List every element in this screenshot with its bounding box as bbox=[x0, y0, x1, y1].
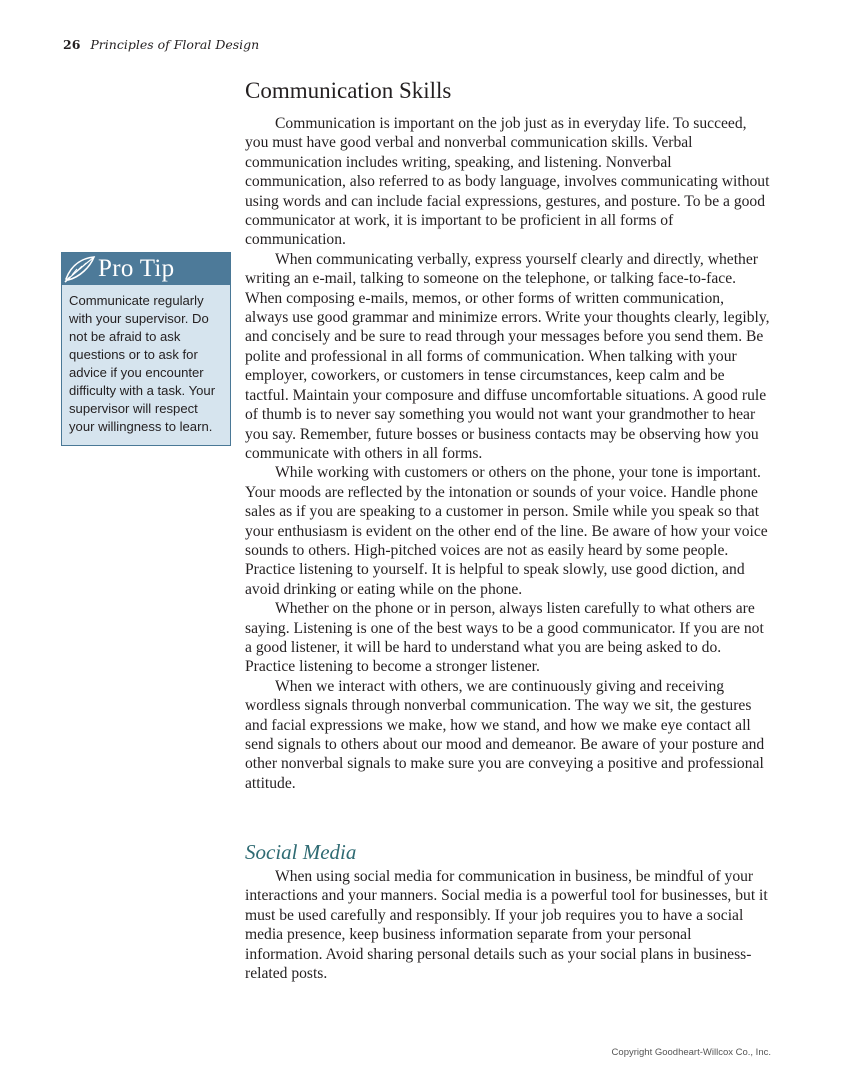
paragraph: While working with customers or others on the phone, your tone is important. Your moods are reflected by the intonation or sounds of your voice. Handle phone sales as if you are speaking to a customer in person. Smile while you speak so that your enthusiasm is evident on the other end of the line. Be aware of how your voice sounds to others. High-pitched voices are not as easily heard by some people. Practice listening to yourself. It is helpful to speak slowly, use good diction, and avoid drinking or eating while on the phone. bbox=[245, 464, 768, 598]
section-heading: Communication Skills bbox=[245, 78, 452, 103]
paragraph: Communication is important on the job just as in everyday life. To succeed, you must have good verbal and nonverbal communication skills. Verbal communication includes writing, speaking, and listening. Nonverbal communication, also referred to as body language, involves communicating without using words and can include facial expressions, gestures, and posture. To be a good communicator at work, it is important to be proficient in all forms of communication. bbox=[245, 115, 770, 249]
paragraph: Whether on the phone or in person, always listen carefully to what others are saying. Listening is one of the best ways to be a good communicator. If you are not a good listener, it will be hard to understand what you are being asked to do. Practice listening to become a stronger listener. bbox=[245, 600, 764, 676]
page-number: 26 bbox=[63, 37, 81, 52]
pro-tip-box bbox=[61, 252, 231, 446]
subsection-heading: Social Media bbox=[245, 840, 357, 864]
pro-tip-title: Pro Tip bbox=[98, 255, 175, 282]
pro-tip-text: Communicate regularly with your supervisor. Do not be afraid to ask questions or to ask for advice if you encounter difficulty with a task. Your supervisor will respect your willingness to learn. bbox=[69, 293, 216, 434]
paragraph: When we interact with others, we are continuously giving and receiving wordless signals through nonverbal communication. The way we sit, the gestures and facial expressions we make, how we stand, and how we make eye contact all send signals to others about our mood and demeanor. Be aware of your posture and other nonverbal signals to make sure you are conveying a positive and professional attitude. bbox=[245, 677, 765, 792]
running-head bbox=[63, 37, 259, 52]
paragraph: When communicating verbally, express yourself clearly and directly, whether writing an e-mail, talking to someone on the telephone, or talking face-to-face. When composing e-mails, memos, or other forms of written communication, always use good grammar and minimize errors. Write your thoughts clearly, legibly, and concisely and be sure to read through your messages before you send them. Be polite and professional in all forms of communication. When talking with your employer, coworkers, or customers in tense circumstances, keep calm and be tactful. Maintain your composure and diffuse uncomfortable situations. A good rule of thumb is to never say something you would not want your grandmother to hear you say. Remember, future bosses or business contacts may be observing how you communicate with others in all forms. bbox=[245, 250, 770, 462]
book-title: Principles of Floral Design bbox=[90, 37, 260, 52]
copyright-notice: Copyright Goodheart-Willcox Co., Inc. bbox=[611, 1047, 771, 1058]
subsection-body bbox=[245, 867, 770, 983]
leaf-icon bbox=[64, 255, 96, 283]
section-body bbox=[245, 114, 770, 793]
pro-tip-header bbox=[62, 253, 230, 285]
paragraph: When using social media for communication in business, be mindful of your interactions and your manners. Social media is a powerful tool for businesses, but it must be used carefully and responsibly. If your job requires you to have a social media presence, keep business information separate from your personal information. Avoid sharing personal details such as your social plans in business-related posts. bbox=[245, 868, 768, 983]
